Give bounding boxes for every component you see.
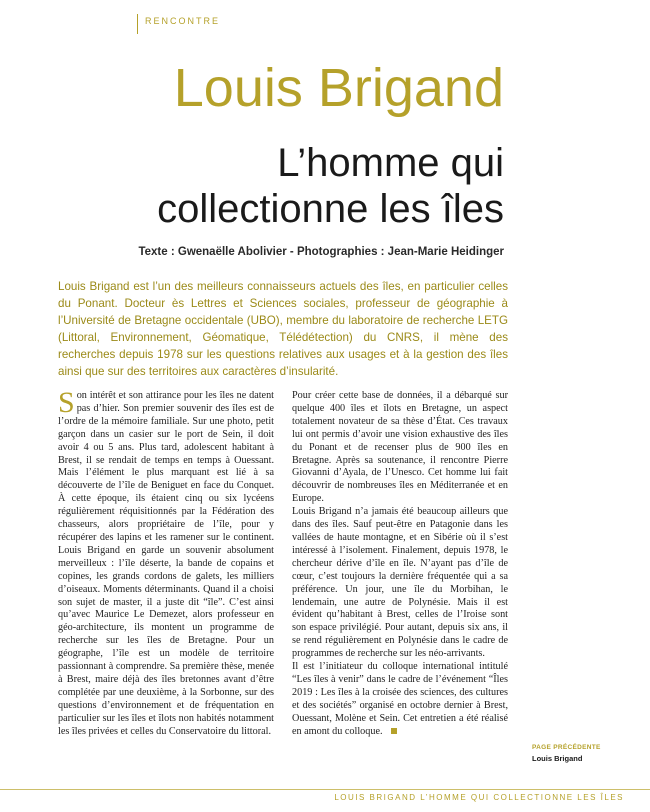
body-column-right <box>292 390 508 738</box>
subtitle-line-1: L’homme qui <box>277 141 504 185</box>
intro-paragraph: Louis Brigand est l’un des meilleurs connaisseurs actuels des îles, en particulier celles du Ponant. Docteur ès Lettres et Sciences sociales, professeur de géographie à l’Université de Bretagne occidentale (UBO), membre du laboratoire de recherche LETG (Littoral, Environnement, Géomatique, Télédétection) du CNRS, il mène des recherches depuis 1978 sur les questions relatives aux usages et à la gestion des îles ainsi que sur des territoires aux caractères d’insularité. <box>58 280 508 378</box>
body-column-left <box>58 386 274 738</box>
sidenote-label: PAGE PRÉCÉDENTE <box>532 744 601 751</box>
body-paragraph: Louis Brigand n’a jamais été beaucoup ailleurs que dans des îles. Sauf peut-être en Patagonie dans les vallées de haute montagne, et en Sibérie où il s’est intéressé à l’isolement. Finalement, depuis 1978, le chercheur dérive d’île en île. N’ayant pas d’île de cœur, c’est toujours la dernière fréquentée qui a sa préférence. Un jour, une île du Morbihan, le lendemain, une autre de Polynésie. Mais il est évident qu’habitant à Brest, celles de l’Iroise sont son espace privilégié. Pour autant, depuis six ans, il se rend régulièrement en Polynésie dans le cadre de programmes de recherche sur les néo-arrivants. <box>292 506 508 660</box>
article-title: Louis Brigand <box>173 58 504 118</box>
body-paragraph <box>58 386 274 738</box>
running-footer: LOUIS BRIGAND L’HOMME QUI COLLECTIONNE LES ÎLES <box>334 793 624 802</box>
subtitle-line-2: collectionne les îles <box>157 187 504 231</box>
end-of-article-mark <box>391 728 397 734</box>
drop-cap: S <box>58 386 75 419</box>
sidenote-text: Louis Brigand <box>532 754 583 763</box>
body-text: on intérêt et son attirance pour les îles ne datent pas d’hier. Son premier souvenir des îles est de l’ordre de la mémoire familiale. Sur une photo, petit garçon dans un casier sur le port de Sein, il doit avoir 4 ou 5 ans. Plus tard, adolescent habitant à Brest, il se rendait de temps en temps à Ouessant. Mais l’élément le plus marquant est lié à sa découverte de l’île de Beniguet en face du Conquet. À cette époque, ils étaient cinq ou six lycéens régulièrement réquisitionnés par la Fédération des chasseurs, alors propriétaire de l’île, pour y récupérer des lapins et les ramener sur le continent. Louis Brigand en garde un souvenir absolument merveilleux : l’île déserte, la bande de copains et copines, les grands cordons de galets, les milliers d’oiseaux. Moments déterminants. Quand il a choisi son sujet de master, il a juste dit “île”. C’est ainsi qu’avec Maurice Le Demezet, alors professeur en géo-architecture, ils montent un programme de recherche sur les îles de Bretagne. Pour un géographe, l’île est un modèle de territoire passionnant à comprendre. Sa première thèse, menée à Brest, maire déjà des îles bretonnes avant d’être complétée par une deuxième, à la Sorbonne, sur des questions d’environnement et de fréquentation en particulier sur les îles et îlots non habités notamment les îles privées et celles du Conservatoire du littoral. <box>58 390 274 737</box>
body-paragraph <box>292 661 508 738</box>
section-label: RENCONTRE <box>145 16 221 26</box>
article-subtitle <box>157 140 504 232</box>
bottom-rule <box>0 789 650 790</box>
body-paragraph: Pour créer cette base de données, il a débarqué sur quelque 400 îles et îlots en Bretagne, un aspect totalement novateur de sa thèse d’État. Ces travaux lui ont permis d’avoir une vision exhaustive des îles du Ponant et de recenser plus de 900 îles en Bretagne. Après sa soutenance, il rencontre Pierre Giovanni d’Ayala, de l’Unesco. Cet homme lui fait découvrir de nombreuses îles en Méditerranée et en Europe. <box>292 390 508 505</box>
body-text: Il est l’initiateur du colloque international intitulé “Les îles à venir” dans le cadre de l’événement “Îles 2019 : Les îles à la croisée des sciences, des cultures et des sociétés” organisé en octobre dernier à Brest, Ouessant, Molène et Sein. Cet entretien a été réalisé en amont du colloque. <box>292 661 508 737</box>
byline: Texte : Gwenaëlle Abolivier - Photographies : Jean-Marie Heidinger <box>138 246 504 258</box>
top-rule <box>137 14 138 34</box>
